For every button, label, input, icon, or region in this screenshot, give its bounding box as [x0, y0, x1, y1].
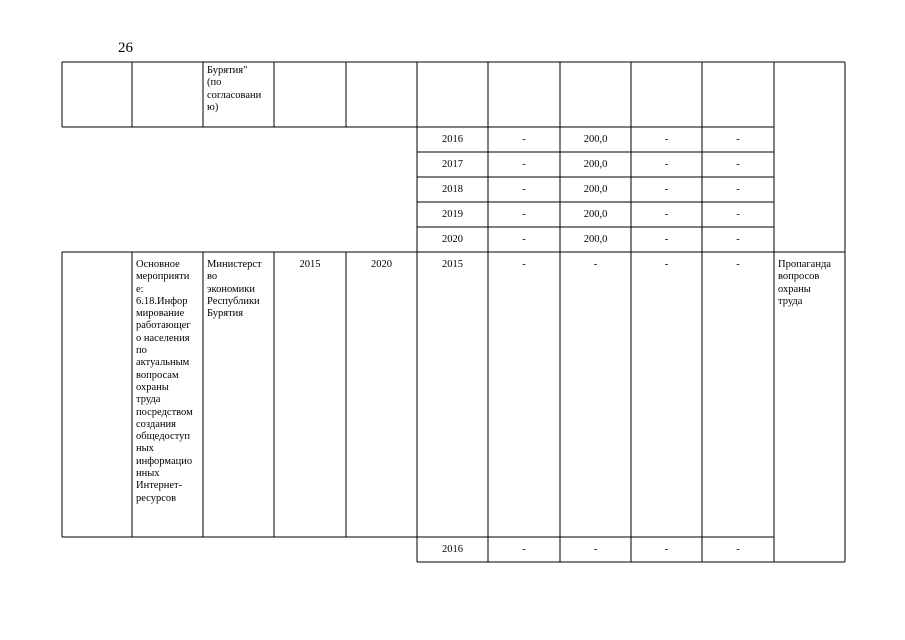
value-cell: - — [522, 209, 526, 220]
value-cell: - — [664, 544, 669, 555]
value-cell: 200,0 — [583, 184, 608, 195]
value-cell: - — [736, 259, 740, 270]
value-cell: - — [522, 184, 526, 195]
activity-executor: Министерст во экономики Республики Бурятия — [207, 259, 262, 320]
value-cell: - — [593, 259, 598, 270]
year-cell: 2016 — [442, 134, 463, 145]
value-cell: - — [736, 209, 740, 220]
value-cell: - — [664, 184, 669, 195]
value-cell: 200,0 — [583, 209, 608, 220]
value-cell: - — [522, 234, 526, 245]
activity-name: Основное мероприяти е: 6.18.Инфор мирование работающег о населения по актуальным вопросам охраны труда посредством создания общедоступ ных информацио нных Интернет- ресурсов — [136, 259, 193, 504]
value-cell: - — [736, 544, 740, 555]
page-number: 26 — [118, 40, 133, 56]
value-cell: - — [522, 134, 526, 145]
value-cell: - — [736, 234, 740, 245]
value-cell: - — [736, 159, 740, 170]
year-cell: 2018 — [442, 184, 463, 195]
value-cell: - — [664, 134, 669, 145]
executor-continuation: Бурятия" (по согласовани ю) — [207, 65, 262, 113]
year-cell: 2015 — [442, 259, 463, 270]
value-cell: - — [522, 259, 526, 270]
activity-result: Пропаганда вопросов охраны труда — [778, 259, 831, 307]
value-cell: - — [736, 134, 740, 145]
value-cell: - — [664, 209, 669, 220]
value-cell: - — [522, 159, 526, 170]
value-cell: - — [736, 184, 740, 195]
value-cell: 200,0 — [583, 159, 608, 170]
value-cell: - — [593, 544, 598, 555]
value-cell: - — [522, 544, 526, 555]
activity-end-year: 2020 — [371, 259, 392, 270]
year-cell: 2016 — [442, 544, 463, 555]
value-cell: - — [664, 234, 669, 245]
year-cell: 2019 — [442, 209, 463, 220]
year-cell: 2017 — [442, 159, 463, 170]
value-cell: - — [664, 259, 669, 270]
value-cell: - — [664, 159, 669, 170]
value-cell: 200,0 — [583, 134, 608, 145]
activity-start-year: 2015 — [299, 259, 321, 270]
value-cell: 200,0 — [583, 234, 608, 245]
year-cell: 2020 — [442, 234, 463, 245]
